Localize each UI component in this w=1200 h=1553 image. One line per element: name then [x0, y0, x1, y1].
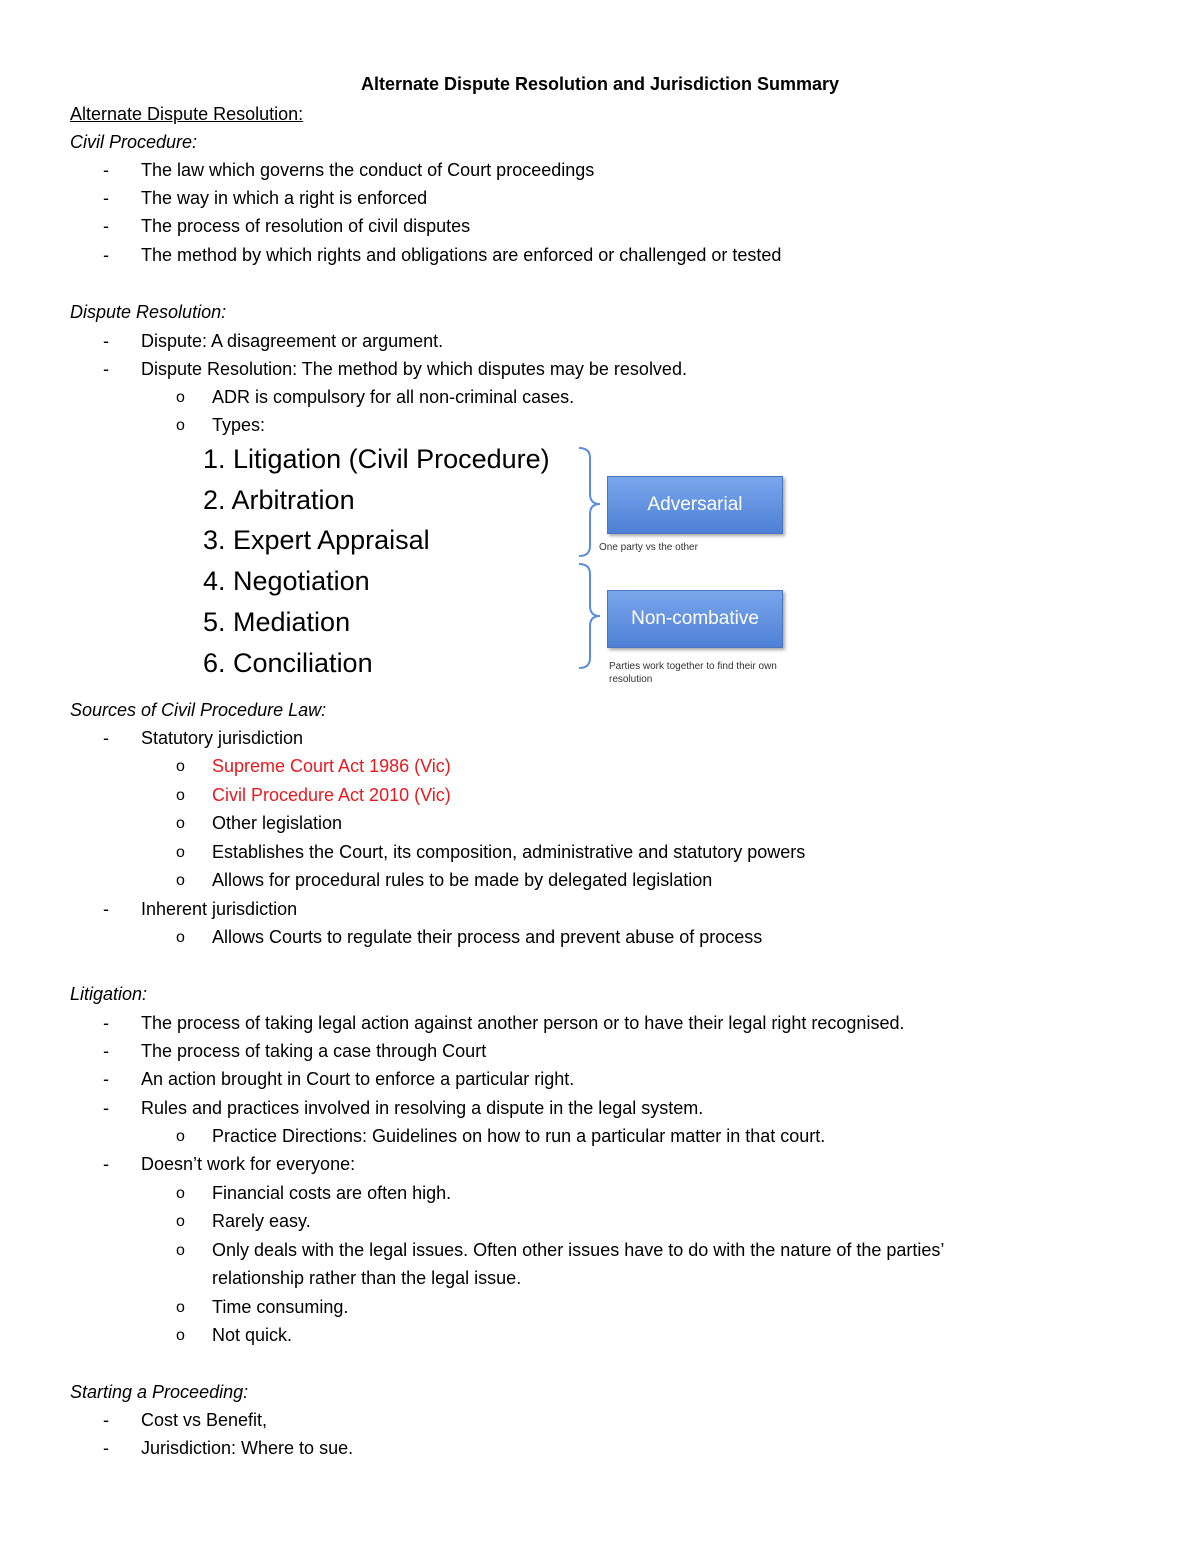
list-item: Cost vs Benefit,: [141, 1410, 268, 1430]
sub-list-item: Establishes the Court, its composition, administrative and statutory powers: [212, 842, 806, 862]
dash-marker: -: [103, 160, 109, 180]
sub-list-item: Financial costs are often high.: [212, 1183, 452, 1203]
list-item: The way in which a right is enforced: [141, 188, 428, 208]
dash-marker: -: [103, 1410, 109, 1430]
list-item: The process of taking a case through Court: [141, 1041, 487, 1061]
o-marker: o: [176, 872, 185, 889]
sub-list-item: Other legislation: [212, 813, 343, 833]
sources-heading: Sources of Civil Procedure Law:: [70, 700, 327, 720]
adr-type-item: 2. Arbitration: [203, 485, 355, 515]
dash-marker: -: [103, 188, 109, 208]
sub-list-item: Time consuming.: [212, 1297, 349, 1317]
dash-marker: -: [103, 216, 109, 236]
o-marker: o: [176, 1128, 185, 1145]
noncombative-box: Non-combative: [607, 590, 783, 648]
dash-marker: -: [103, 245, 109, 265]
list-item: Statutory jurisdiction: [141, 728, 304, 748]
list-item: An action brought in Court to enforce a particular right.: [141, 1069, 575, 1089]
adr-type-item: 1. Litigation (Civil Procedure): [203, 444, 550, 474]
dispute-resolution-heading: Dispute Resolution:: [70, 302, 227, 322]
sub-list-item: Allows Courts to regulate their process and prevent abuse of process: [212, 927, 763, 947]
o-marker: o: [176, 1213, 185, 1230]
noncombative-caption-line-1: Parties work together to find their own: [609, 661, 777, 672]
adversarial-bracket: [579, 448, 600, 556]
sub-list-item: Allows for procedural rules to be made by delegated legislation: [212, 870, 713, 890]
o-marker: o: [176, 787, 185, 804]
dash-marker: -: [103, 1438, 109, 1458]
adversarial-box: Adversarial: [607, 476, 783, 534]
statute-reference: Civil Procedure Act 2010 (Vic): [212, 785, 451, 805]
dash-marker: -: [103, 1069, 109, 1089]
dash-marker: -: [103, 1013, 109, 1033]
adr-type-item: 6. Conciliation: [203, 648, 373, 678]
list-item: Inherent jurisdiction: [141, 899, 298, 919]
list-item: Dispute: A disagreement or argument.: [141, 331, 444, 351]
sub-list-item: Only deals with the legal issues. Often other issues have to do with the nature of the parties’: [212, 1240, 945, 1260]
sub-list-item: Types:: [212, 415, 266, 435]
o-marker: o: [176, 1327, 185, 1344]
document-title: Alternate Dispute Resolution and Jurisdiction Summary: [360, 74, 840, 94]
litigation-heading: Litigation:: [70, 984, 148, 1004]
dash-marker: -: [103, 728, 109, 748]
list-item: The process of resolution of civil disputes: [141, 216, 471, 236]
noncombative-caption-line-2: resolution: [609, 674, 653, 685]
o-marker: o: [176, 1242, 185, 1259]
adr-heading: Alternate Dispute Resolution:: [70, 104, 304, 124]
statute-reference: Supreme Court Act 1986 (Vic): [212, 756, 451, 776]
o-marker: o: [176, 844, 185, 861]
sub-list-item: Rarely easy.: [212, 1211, 311, 1231]
list-item: The method by which rights and obligations are enforced or challenged or tested: [141, 245, 782, 265]
list-item: Jurisdiction: Where to sue.: [141, 1438, 354, 1458]
starting-proceeding-heading: Starting a Proceeding:: [70, 1382, 249, 1402]
list-item: The law which governs the conduct of Court proceedings: [141, 160, 595, 180]
sub-list-item-continuation: relationship rather than the legal issue.: [212, 1268, 522, 1288]
o-marker: o: [176, 929, 185, 946]
list-item: Dispute Resolution: The method by which disputes may be resolved.: [141, 359, 687, 379]
dash-marker: -: [103, 1098, 109, 1118]
adr-type-item: 5. Mediation: [203, 607, 351, 637]
o-marker: o: [176, 417, 185, 434]
civil-procedure-heading: Civil Procedure:: [70, 132, 198, 152]
dash-marker: -: [103, 899, 109, 919]
o-marker: o: [176, 389, 185, 406]
o-marker: o: [176, 758, 185, 775]
sub-list-item: Not quick.: [212, 1325, 293, 1345]
o-marker: o: [176, 815, 185, 832]
adversarial-caption: One party vs the other: [599, 542, 698, 553]
adr-type-item: 4. Negotiation: [203, 566, 370, 596]
o-marker: o: [176, 1185, 185, 1202]
list-item: The process of taking legal action against another person or to have their legal right recognised.: [141, 1013, 905, 1033]
dash-marker: -: [103, 359, 109, 379]
dash-marker: -: [103, 1041, 109, 1061]
grouping-bracket: [576, 446, 606, 676]
sub-list-item: Practice Directions: Guidelines on how to run a particular matter in that court.: [212, 1126, 826, 1146]
list-item: Doesn’t work for everyone:: [141, 1154, 356, 1174]
list-item: Rules and practices involved in resolving a dispute in the legal system.: [141, 1098, 704, 1118]
o-marker: o: [176, 1299, 185, 1316]
sub-list-item: ADR is compulsory for all non-criminal cases.: [212, 387, 575, 407]
noncombative-bracket: [579, 564, 600, 668]
dash-marker: -: [103, 1154, 109, 1174]
adr-type-item: 3. Expert Appraisal: [203, 525, 430, 555]
dash-marker: -: [103, 331, 109, 351]
